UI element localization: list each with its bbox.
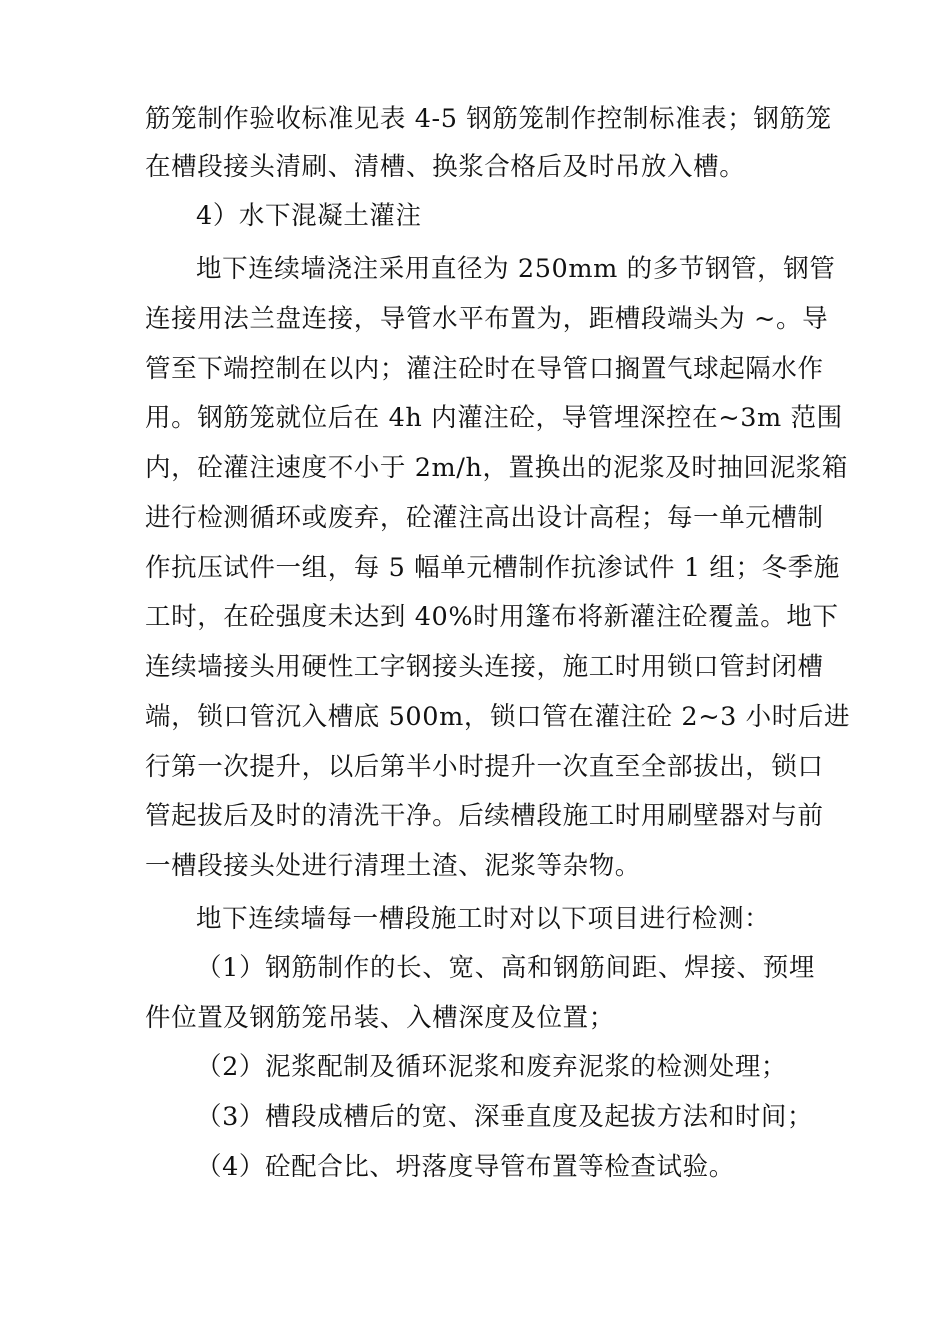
- text-line: 进行检测循环或废弃，砼灌注高出设计高程；每一单元槽制: [145, 503, 824, 533]
- text-line: 用。钢筋笼就位后在 4h 内灌注砼，导管埋深控在~3m 范围: [145, 403, 843, 433]
- text-line: 连续墙接头用硬性工字钢接头连接，施工时用锁口管封闭槽: [145, 652, 824, 682]
- list-item: （3）槽段成槽后的宽、深垂直度及起拔方法和时间；: [196, 1102, 814, 1132]
- text-line: 地下连续墙每一槽段施工时对以下项目进行检测：: [196, 904, 771, 934]
- list-item: （1）钢筋制作的长、宽、高和钢筋间距、焊接、预埋: [196, 953, 815, 983]
- text-line: 管至下端控制在以内；灌注砼时在导管口搁置气球起隔水作: [145, 354, 824, 384]
- text-line: 连接用法兰盘连接，导管水平布置为，距槽段端头为 ~。导: [145, 304, 829, 334]
- text-line: 端，锁口管沉入槽底 500m，锁口管在灌注砼 2~3 小时后进: [145, 702, 851, 732]
- text-line: 在槽段接头清刷、清槽、换浆合格后及时吊放入槽。: [145, 152, 746, 182]
- list-item-continuation: 件位置及钢筋笼吊装、入槽深度及位置；: [145, 1003, 615, 1033]
- text-line: 一槽段接头处进行清理土渣、泥浆等杂物。: [145, 851, 641, 881]
- list-item: （2）泥浆配制及循环泥浆和废弃泥浆的检测处理；: [196, 1052, 788, 1082]
- text-line: 作抗压试件一组，每 5 幅单元槽制作抗渗试件 1 组；冬季施: [145, 553, 840, 583]
- text-line: 工时，在砼强度未达到 40%时用篷布将新灌注砼覆盖。地下: [145, 602, 839, 632]
- list-item: （4）砼配合比、坍落度导管布置等检查试验。: [196, 1152, 735, 1182]
- text-line: 地下连续墙浇注采用直径为 250mm 的多节钢管，钢管: [196, 254, 836, 284]
- text-line: 行第一次提升，以后第半小时提升一次直至全部拔出，锁口: [145, 752, 824, 782]
- section-heading: 4）水下混凝土灌注: [196, 201, 422, 231]
- text-line: 内，砼灌注速度不小于 2m/h，置换出的泥浆及时抽回泥浆箱: [145, 453, 848, 483]
- text-line: 筋笼制作验收标准见表 4-5 钢筋笼制作控制标准表；钢筋笼: [145, 104, 832, 134]
- text-line: 管起拔后及时的清洗干净。后续槽段施工时用刷壁器对与前: [145, 801, 824, 831]
